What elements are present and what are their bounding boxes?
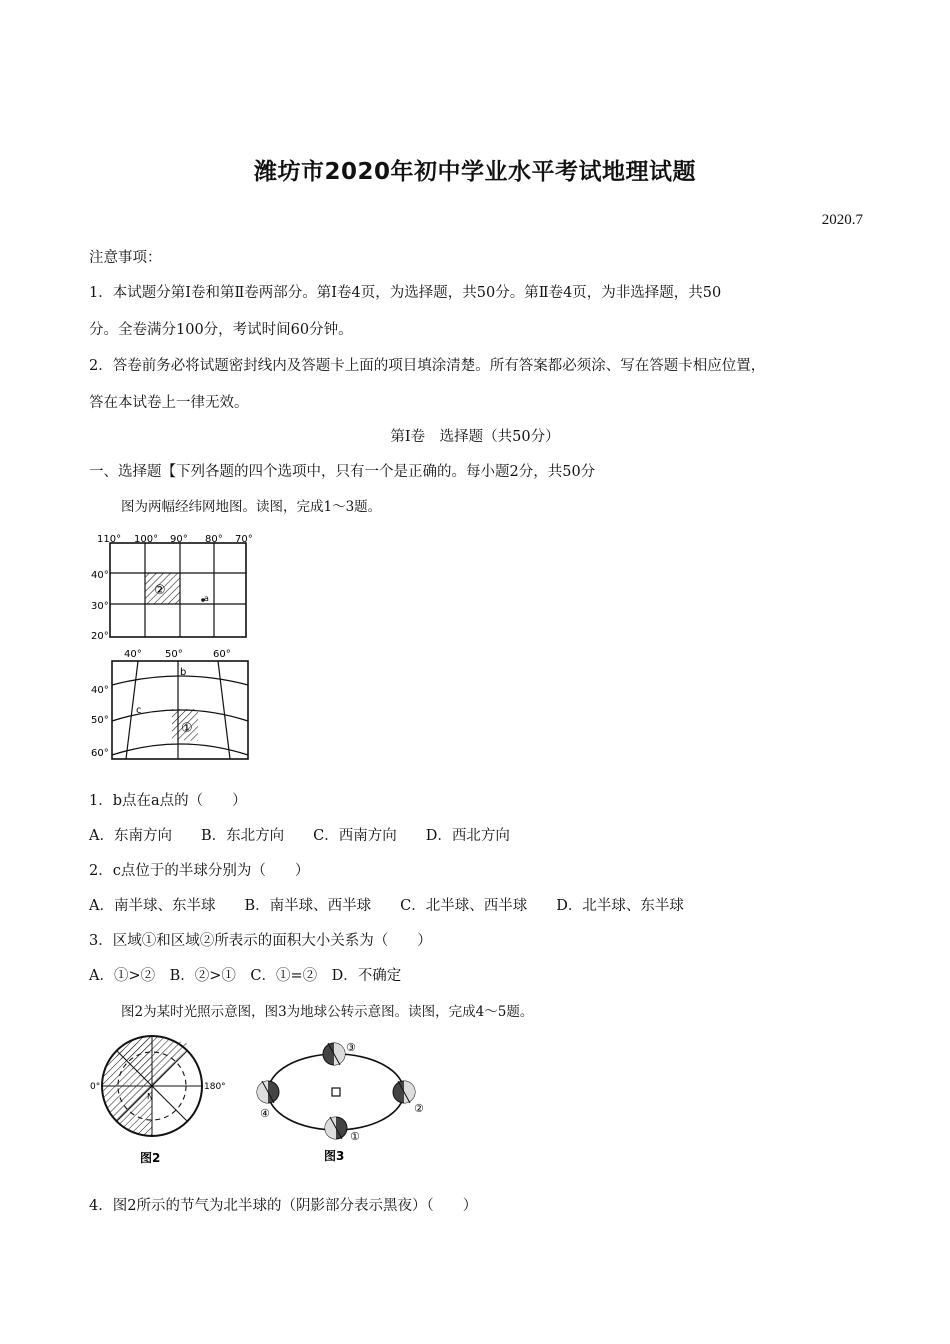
page-title: 潍坊市2020年初中学业水平考试地理试题 xyxy=(253,159,696,185)
map2-point-b: b xyxy=(180,667,187,678)
notice-item1-line1: 1．本试题分第Ⅰ卷和第Ⅱ卷两部分。第Ⅰ卷4页，为选择题，共50分。第Ⅱ卷4页，为非选择题，共50 xyxy=(89,285,722,301)
question-4-stem: 4．图2所示的节气为北半球的（阴影部分表示黑夜）（ ） xyxy=(89,1198,478,1214)
map1-lat-label: 30° xyxy=(91,601,109,612)
fig2-center-label: N xyxy=(147,1092,153,1101)
map1-lon-label: 80° xyxy=(205,534,223,545)
map2-lon-label: 50° xyxy=(165,649,183,660)
map2-lat-label: 40° xyxy=(91,685,109,696)
fig3-caption: 图3 xyxy=(324,1149,345,1163)
graticule-map-2 xyxy=(88,645,258,765)
graticule-map-1 xyxy=(88,528,258,644)
fig3-label-4: ④ xyxy=(260,1107,270,1120)
question-3-options: A．①>② B．②>① C．①=② D．不确定 xyxy=(89,968,402,984)
section-title: 第Ⅰ卷 选择题（共50分） xyxy=(390,429,560,445)
map1-lat-label: 40° xyxy=(91,570,109,581)
fig3-label-2: ② xyxy=(414,1102,424,1115)
notice-item2-line2: 答在本试卷上一律无效。 xyxy=(89,395,249,411)
notice-item1-line2: 分。全卷满分100分，考试时间60分钟。 xyxy=(89,322,353,338)
map1-point-a: a xyxy=(204,594,209,603)
map2-point-c: c xyxy=(136,705,142,716)
fig3-label-3: ③ xyxy=(346,1041,356,1054)
intro-1: 图为两幅经纬网地图。读图，完成1～3题。 xyxy=(121,499,382,515)
earth-right xyxy=(393,1081,415,1103)
earth-left xyxy=(257,1081,279,1103)
fig2-left-label: 0° xyxy=(90,1082,101,1092)
map2-lat-label: 50° xyxy=(91,715,109,726)
map1-region-label: ② xyxy=(154,583,166,598)
map2-region-label: ① xyxy=(181,721,193,736)
notice-item2-line1: 2．答卷前务必将试题密封线内及答题卡上面的项目填涂清楚。所有答案都必须涂、写在答题卡相应位置， xyxy=(89,358,766,374)
map1-lon-label: 90° xyxy=(170,534,188,545)
earth-top xyxy=(323,1043,345,1065)
figure-3-revolution xyxy=(250,1032,440,1172)
earth-bottom xyxy=(325,1117,347,1139)
fig2-caption: 图2 xyxy=(140,1151,161,1165)
map1-lon-label: 110° xyxy=(97,534,122,545)
fig2-right-label: 180° xyxy=(204,1082,226,1092)
part-heading: 一、选择题【下列各题的四个选项中，只有一个是正确的。每小题2分，共50分 xyxy=(89,464,596,480)
question-1-stem: 1．b点在a点的（ ） xyxy=(89,793,247,809)
question-2-stem: 2．c点位于的半球分别为（ ） xyxy=(89,863,310,879)
map2-lat-label: 60° xyxy=(91,748,109,759)
question-2-options: A．南半球、东半球 B．南半球、西半球 C．北半球、西半球 D．北半球、东半球 xyxy=(89,898,684,914)
notice-heading: 注意事项： xyxy=(89,250,162,266)
question-1-options: A．东南方向 B．东北方向 C．西南方向 D．西北方向 xyxy=(89,828,510,844)
question-3-stem: 3．区域①和区域②所表示的面积大小关系为（ ） xyxy=(89,933,432,949)
map2-lon-label: 40° xyxy=(124,649,142,660)
fig3-label-1: ① xyxy=(350,1130,360,1143)
map1-lon-label: 100° xyxy=(134,534,159,545)
figure-2-illumination xyxy=(90,1026,250,1171)
map1-lon-label: 70° xyxy=(235,534,253,545)
map1-lat-label: 20° xyxy=(91,631,109,642)
intro-2: 图2为某时光照示意图，图3为地球公转示意图。读图，完成4～5题。 xyxy=(121,1004,534,1020)
map2-lon-label: 60° xyxy=(213,649,231,660)
exam-date: 2020.7 xyxy=(821,212,863,228)
